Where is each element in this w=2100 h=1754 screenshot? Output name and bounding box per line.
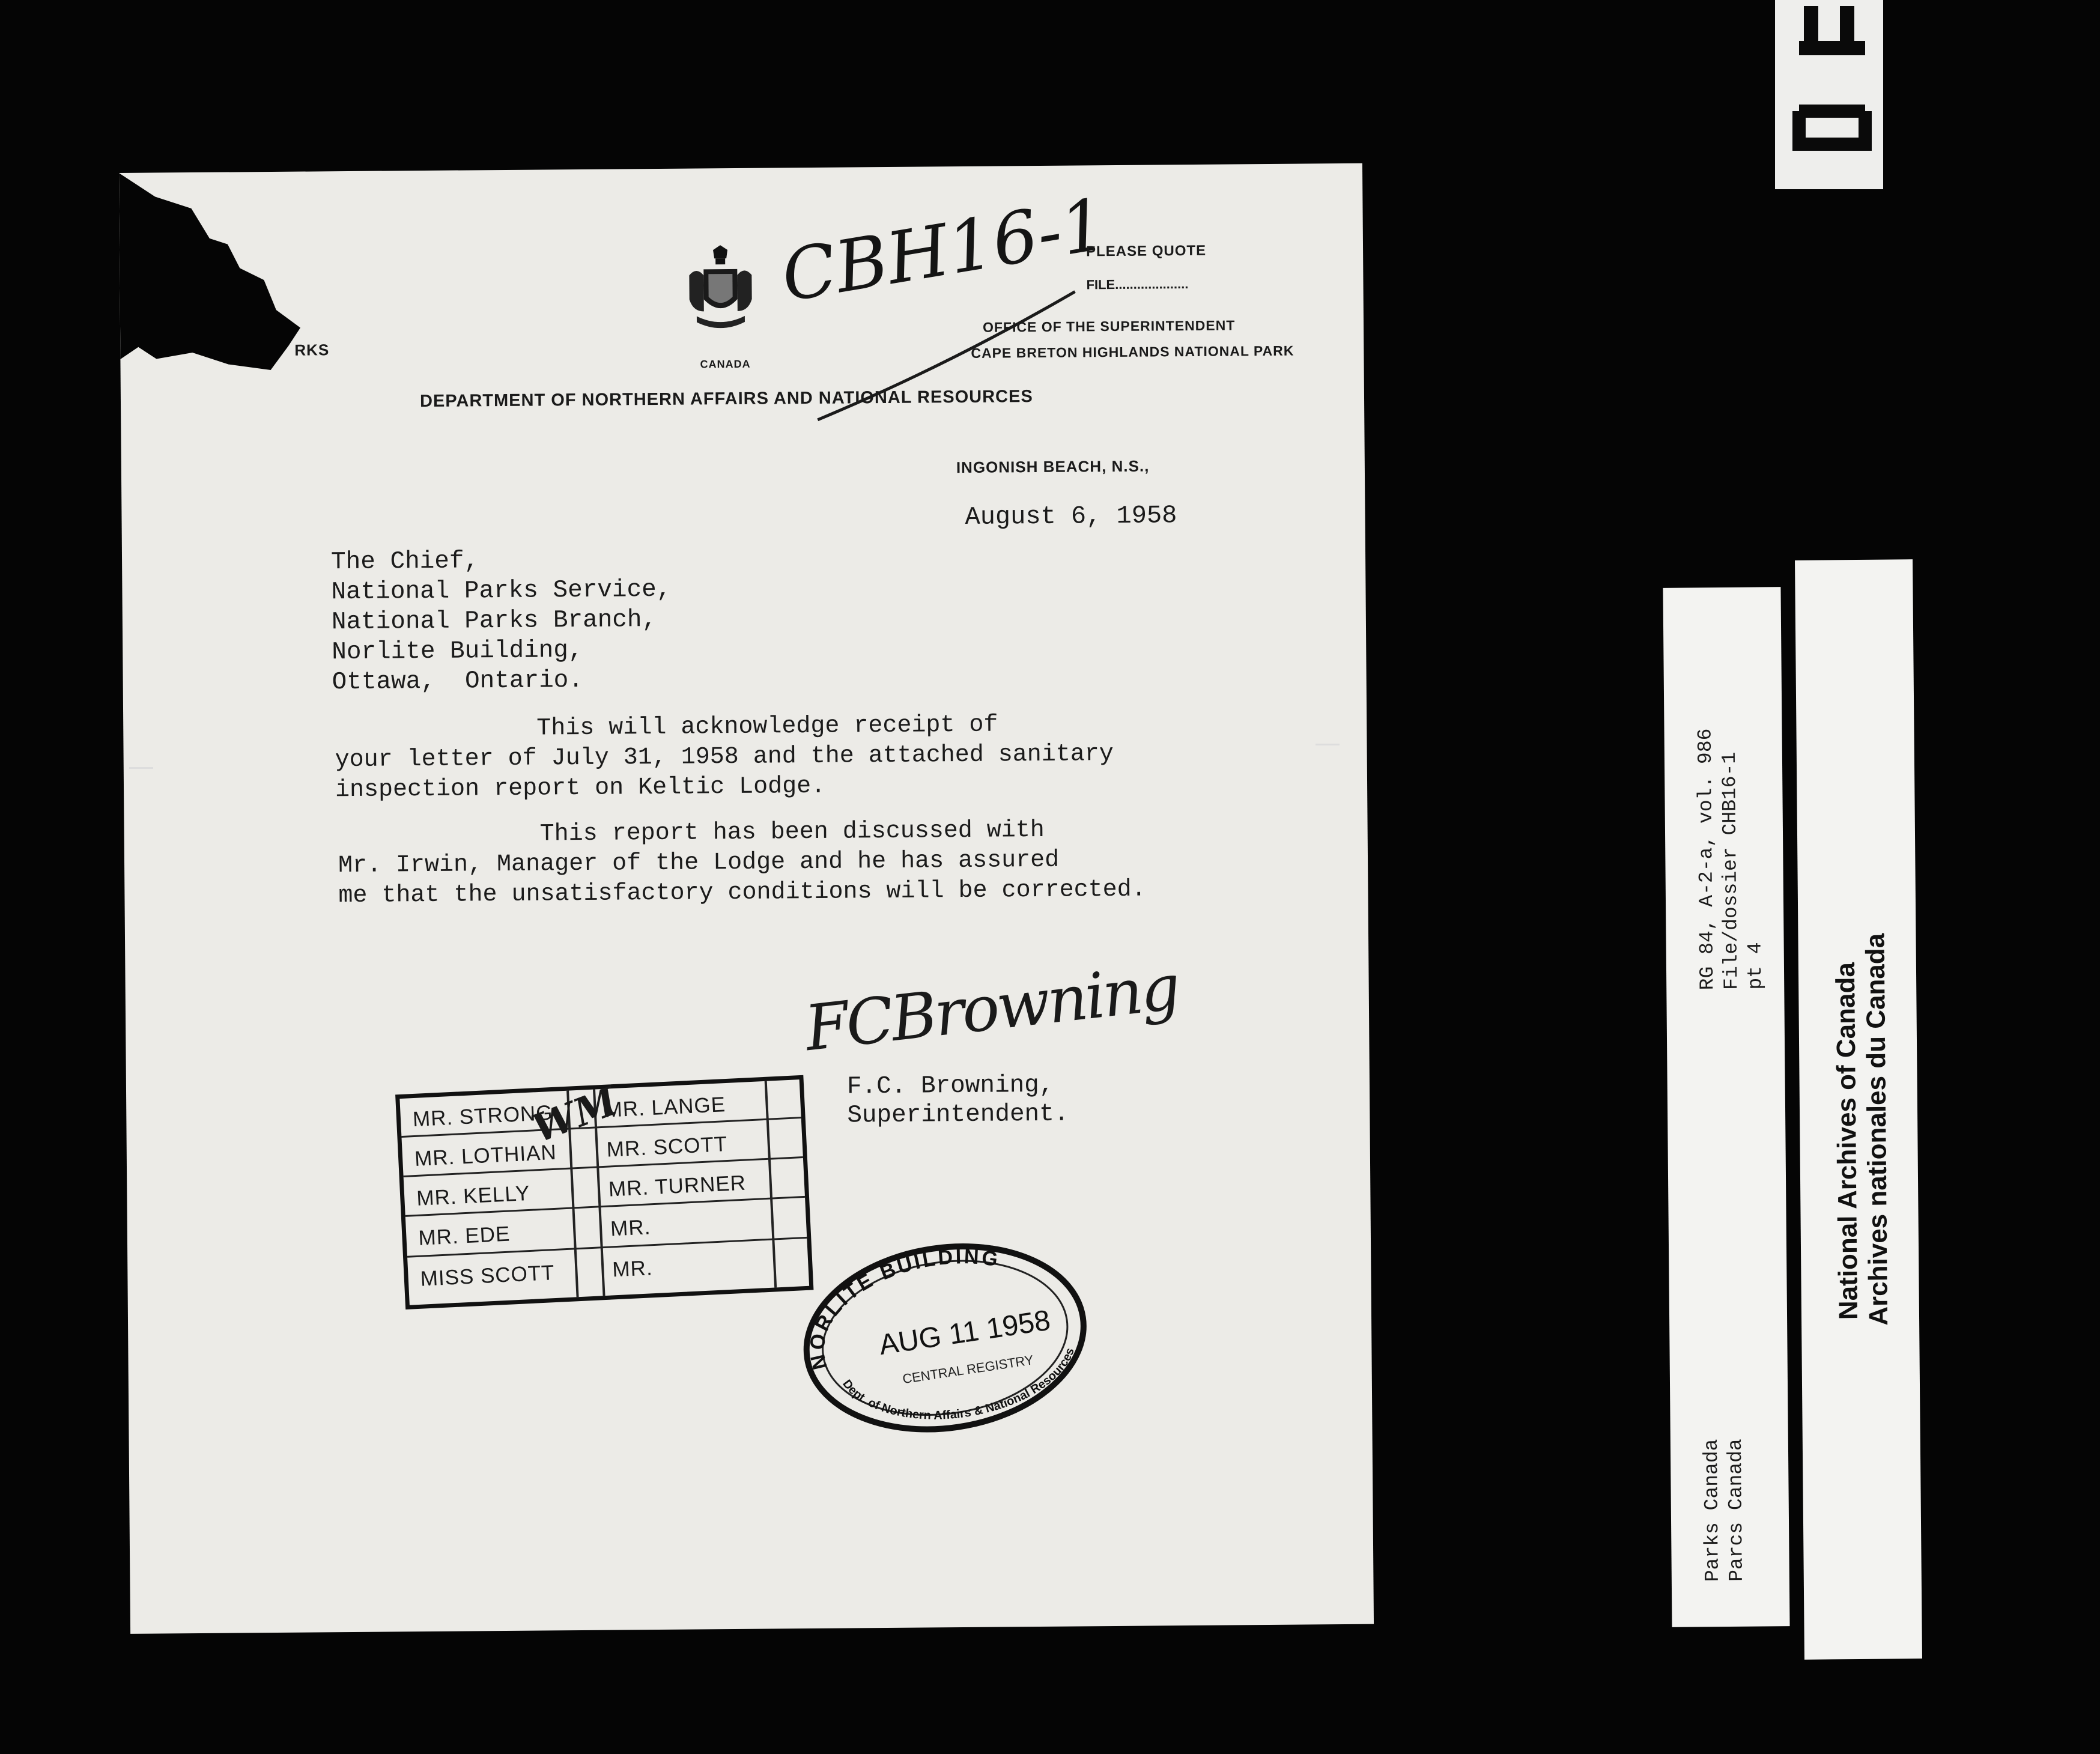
stamp-building: NORLITE BUILDING	[805, 1245, 1002, 1372]
edge-mark-right	[1316, 744, 1340, 745]
address-line: Norlite Building,	[332, 636, 583, 667]
canada-label: CANADA	[700, 357, 751, 371]
address-line: National Parks Service,	[331, 575, 672, 607]
body-line: Mr. Irwin, Manager of the Lodge and he has assured	[338, 846, 1060, 880]
body-line: This will acknowledge receipt of	[335, 711, 998, 744]
archive-ref-line-3: pt 4	[1744, 942, 1767, 990]
routing-name: MR. STRONG	[412, 1100, 554, 1132]
stamp-registry: CENTRAL REGISTRY	[901, 1352, 1035, 1387]
pen-stroke	[119, 163, 1365, 473]
routing-name: MR. TURNER	[608, 1171, 747, 1201]
archives-french: Archives nationales du Canada	[1860, 933, 1894, 1326]
address-line: Ottawa, Ontario.	[332, 666, 584, 697]
archives-label-strip	[1795, 559, 1922, 1660]
body-line: inspection report on Keltic Lodge.	[335, 772, 826, 804]
handwritten-signature: FCBrowning	[801, 950, 1182, 1066]
routing-name: MR. EDE	[417, 1222, 511, 1250]
signatory-name: F.C. Browning,	[846, 1071, 1054, 1101]
routing-name: MR. SCOTT	[605, 1132, 729, 1162]
archives-english: National Archives of Canada	[1830, 962, 1864, 1320]
film-tab-marks	[1775, 0, 1883, 189]
routing-initials: WM	[526, 1078, 624, 1152]
office-label: OFFICE OF THE SUPERINTENDENT	[982, 317, 1236, 335]
department-label: DEPARTMENT OF NORTHERN AFFAIRS AND NATIONAL RESOURCES	[419, 387, 1033, 411]
signatory-title: Superintendent.	[847, 1100, 1069, 1130]
place-line: INGONISH BEACH, N.S.,	[956, 457, 1150, 477]
date-line: August 6, 1958	[965, 501, 1177, 532]
routing-name: MISS SCOTT	[419, 1261, 556, 1291]
agency-english: Parks Canada	[1700, 1439, 1724, 1582]
routing-name: MR. LANGE	[604, 1093, 726, 1122]
agency-french: Parcs Canada	[1724, 1439, 1748, 1582]
stamp-date: AUG 11 1958	[877, 1304, 1053, 1362]
routing-name: MR. LOTHIAN	[414, 1140, 557, 1171]
archive-reference-strip	[1663, 587, 1789, 1627]
routing-name: MR. KELLY	[416, 1181, 531, 1210]
archive-ref-line-1: RG 84, A-2-a, vol. 986	[1694, 728, 1719, 991]
routing-name: MR.	[610, 1215, 652, 1241]
stamp-department: Dept. of Northern Affairs & National Resources	[840, 1346, 1077, 1422]
body-line: your letter of July 31, 1958 and the attached sanitary	[335, 741, 1114, 774]
address-line: National Parks Branch,	[331, 605, 657, 637]
please-quote-label: PLEASE QUOTE	[1085, 242, 1207, 260]
park-label: CAPE BRETON HIGHLANDS NATIONAL PARK	[971, 342, 1294, 361]
received-date-stamp	[788, 1234, 1102, 1441]
routing-stamp	[395, 1075, 813, 1309]
recipient-address	[331, 545, 672, 697]
body-line: This report has been discussed with	[338, 816, 1045, 850]
paragraph-1	[335, 709, 1114, 806]
letter-page	[119, 163, 1374, 1634]
edge-mark-left	[129, 767, 153, 769]
file-label: FILE....................	[1086, 276, 1189, 293]
body-line: me that the unsatisfactory conditions will be corrected.	[338, 876, 1146, 910]
film-tab	[1775, 0, 1883, 189]
address-line: The Chief,	[330, 547, 479, 577]
handwritten-file-number: CBH16-1	[775, 182, 1112, 318]
routing-name: MR.	[611, 1256, 654, 1282]
archive-ref-line-2: File/dossier CHB16-1	[1718, 751, 1743, 991]
torn-fragment-text: RKS	[294, 341, 330, 359]
paragraph-2	[338, 815, 1146, 912]
